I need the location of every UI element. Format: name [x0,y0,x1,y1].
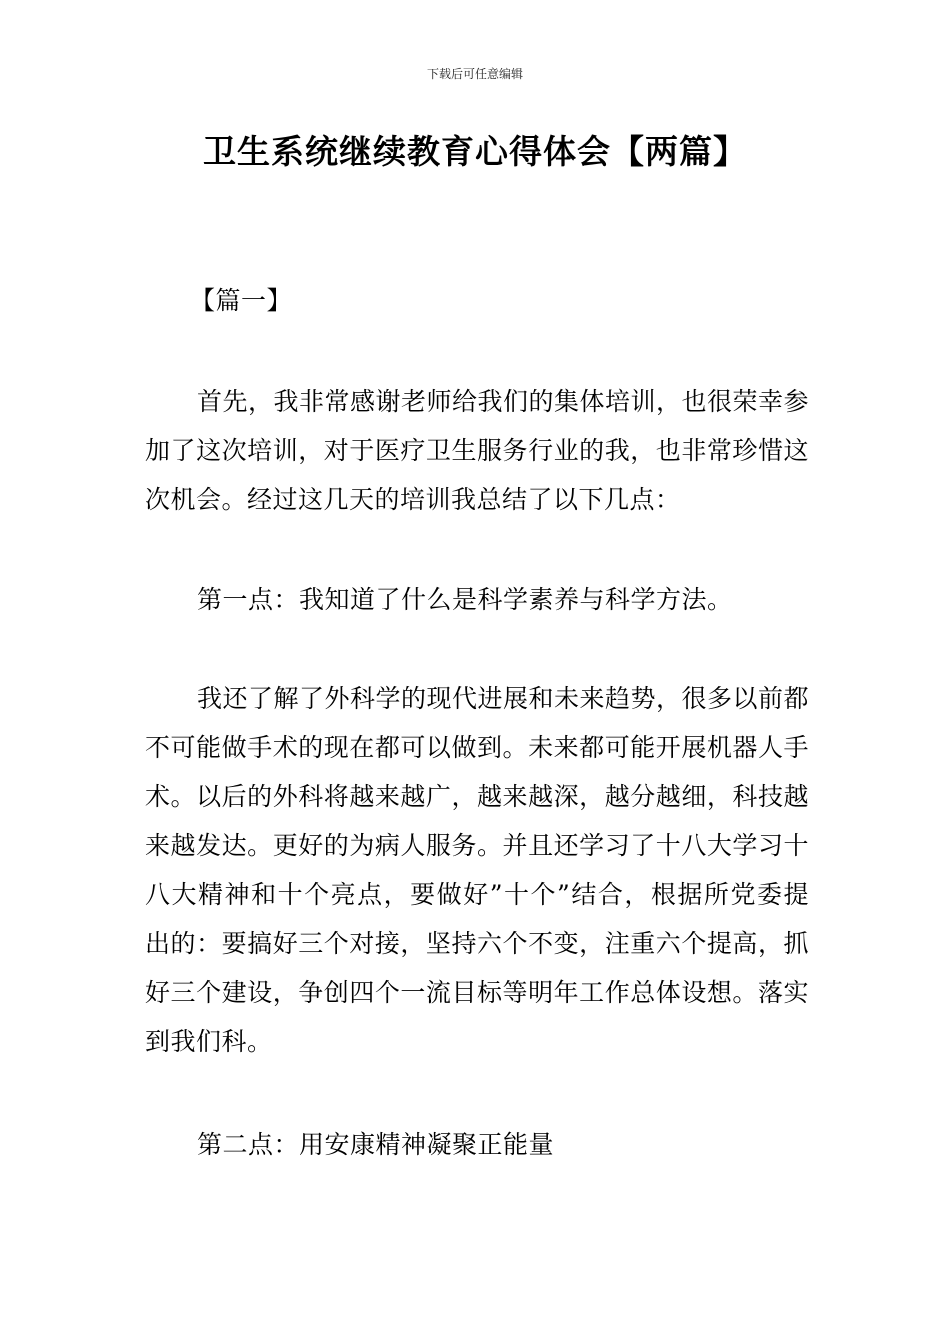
paragraph-point-one: 第一点：我知道了什么是科学素养与科学方法。 [197,585,733,614]
paragraph-point-two: 第二点：用安康精神凝聚正能量 [197,1130,555,1159]
paragraph-intro: 首先，我非常感谢老师给我们的集体培训，也很荣幸参加了这次培训，对于医疗卫生服务行业的我，也非常珍惜这次机会。经过这几天的培训我总结了以下几点： [145,387,810,514]
header-note: 下载后可任意编辑 [426,67,523,81]
paragraph-point-one-detail: 我还了解了外科学的现代进展和未来趋势，很多以前都不可能做手术的现在都可以做到。未来都可能开展机器人手术。以后的外科将越来越广，越来越深，越分越细，科技越来越发达。更好的为病人服务。并且还学习了十八大学习十八大精神和十个亮点，要做好”十个”结合，根据所党委提出的：要搞好三个对接，坚持六个不变，注重六个提高，抓好三个建设，争创四个一流目标等明年工作总体设想。落实到我们科。 [145,684,810,1056]
section-heading: 【篇一】 [190,286,293,315]
document-title: 卫生系统继续教育心得体会【两篇】 [203,132,747,171]
